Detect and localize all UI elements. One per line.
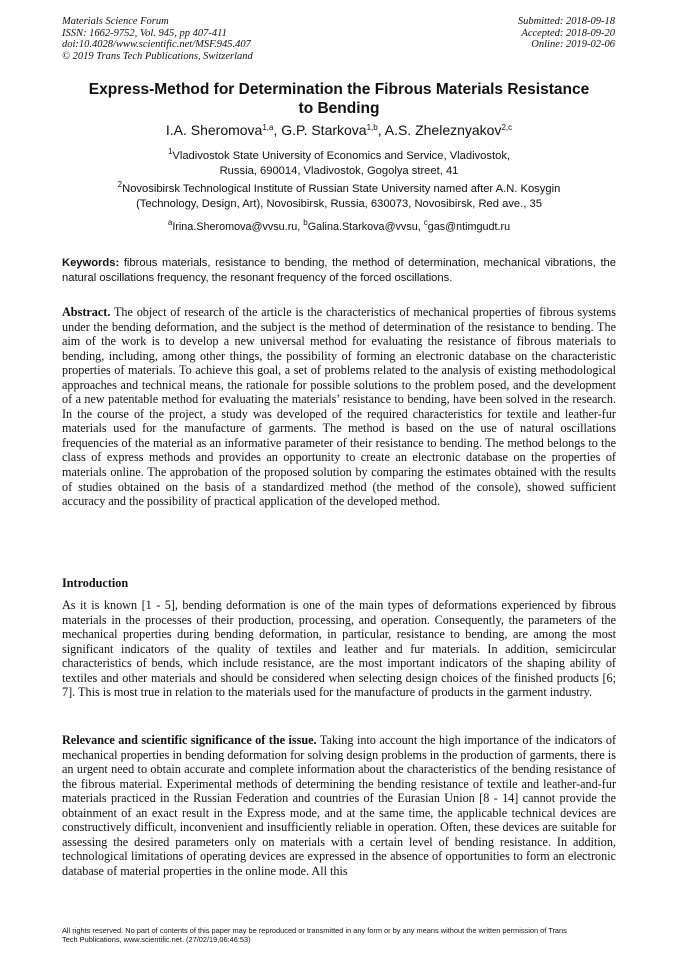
author-affiliation-mark: 2,c (501, 123, 513, 132)
title-line-1: Express-Method for Determination the Fibrous Materials Resistance (88, 81, 590, 98)
email-address[interactable]: gas@ntimgudt.ru (427, 221, 511, 233)
author-affiliation-mark: 1,a (262, 123, 274, 132)
date-online: Online: 2019-02-06 (531, 39, 615, 51)
affiliation-line: (Technology, Design, Art), Novosibirsk, Russia, 630073, Novosibirsk, Red ave., 35 (136, 197, 542, 210)
journal-copyright: © 2019 Trans Tech Publications, Switzerland (62, 50, 253, 62)
introduction-paragraph: As it is known [1 - 5], bending deformation is one of the main types of deformations experienced by fibrous materials in the processes of their production, processing, and operation. Consequently, the parameters of the mechanical properties during bending deformation, in particular, resistance to bending, are among the most significant indicators of the quality of textiles and leather and fur materials. In addition, semicircular characteristics of bends, which include resistance, are the most important indicators of the shaping ability of textiles and other materials and should be considered when selecting design choices of the finished products [6; 7]. This is most true in relation to the materials used for the manufacture of products in the garment industry. (62, 598, 616, 700)
date-submitted: Submitted: 2018-09-18 (517, 16, 615, 27)
date-accepted: Accepted: 2018-09-20 (521, 27, 615, 39)
affiliation-line: Vladivostok State University of Economics and Service, Vladivostok, (172, 150, 511, 162)
section-heading-introduction: Introduction (62, 576, 129, 590)
relevance-label: Relevance and scientific significance of the issue. (62, 733, 317, 747)
affiliation-number: 2 (117, 180, 123, 189)
abstract-label: Abstract. (62, 305, 111, 319)
relevance-paragraph (62, 733, 616, 878)
email-address[interactable]: Irina.Sheromova@vvsu.ru, (172, 221, 304, 233)
journal-doi: doi:10.4028/www.scientific.net/MSF.945.407 (62, 39, 251, 51)
author-separator: , (377, 122, 385, 138)
footer-line: All rights reserved. No part of contents of this paper may be reproduced or transmitted in any form or by any means without the written permission of Trans (62, 926, 567, 935)
affiliation-2 (62, 182, 616, 211)
author-name: I.A. Sheromova (165, 122, 263, 138)
title-line-2: to Bending (298, 100, 380, 117)
affiliation-line: Novosibirsk Technological Institute of Russian State University named after A.N. Kosygin (122, 183, 561, 195)
author-name: A.S. Zheleznyakov (384, 122, 502, 138)
abstract-text: The object of research of the article is the characteristics of mechanical properties of fibrous systems under the bending deformation, and the subject is the method of determination of the resistance to bending. The aim of the work is to develop a new universal method for evaluating the resistance of fibrous materials to bending, including, among other things, the possibility of forming an electronic database on the characteristic properties of materials. To achieve this goal, a set of problems related to the analysis of existing methodological approaches and technical means, the rationale for possible solutions to the problem posed, and the development of a new patentable method for evaluating the materials’ resistance to bending, have been solved in the research. In the course of the project, a study was developed of the required characteristics for textile and leather-fur materials used for the manufacture of garments. The method is based on the use of natural oscillations frequencies of the material as an informative parameter of their resistance to bending. The method belongs to the class of express methods and provides an opportunity to create an electronic database on the properties of materials online. The approbation of the proposed solution by comparing the estimates obtained with the results of studies obtained on the basis of a standardized method (the method of the console), showed sufficient accuracy and the possibility of practical application of the developed method. (62, 305, 616, 509)
copyright-footer (62, 927, 618, 945)
affiliation-1 (62, 149, 616, 178)
author-emails (62, 220, 616, 234)
affiliation-line: Russia, 690014, Vladivostok, Gogolya street, 41 (219, 164, 459, 177)
email-address[interactable]: Galina.Starkova@vvsu, (307, 221, 424, 233)
author-name: G.P. Starkova (281, 122, 367, 138)
journal-info (62, 16, 253, 62)
footer-line: Tech Publications, www.scientific.net. (27/02/19,06:46:53) (62, 934, 251, 944)
keywords-label: Keywords: (62, 257, 120, 269)
keywords-paragraph (62, 256, 616, 285)
email-mark: a (167, 218, 173, 227)
paper-title (62, 80, 616, 118)
submission-dates (518, 16, 615, 51)
journal-name: Materials Science Forum (62, 16, 169, 27)
keywords-text: fibrous materials, resistance to bending, the method of determination, mechanical vibrations, the natural oscillations frequency, the resonant frequency of the forced oscillations. (62, 257, 616, 284)
email-mark: b (303, 218, 308, 227)
journal-issn: ISSN: 1662-9752, Vol. 945, pp 407-411 (62, 27, 227, 39)
affiliation-number: 1 (167, 147, 173, 156)
author-separator: , (273, 122, 282, 138)
author-affiliation-mark: 1,b (366, 123, 378, 132)
author-list (62, 122, 616, 139)
relevance-text: Taking into account the high importance of the indicators of mechanical properties in bending deformation for solving design problems in the production of garments, there is an urgent need to obtain accurate and complete information about the characteristics of the bending resistance of the fibrous material. Experimental methods of determining the bending resistance of textile and leather-and-fur materials practiced in the Russian Federation and countries of the Eurasian Union [8 - 14] cannot provide the obtainment of an exact result in the Express mode, and at the same time, the applicable technical devices are constructively difficult, inconvenient and insufficiently reliable in operation. Often, these devices are suitable for assessing the desired parameters only on materials with a certain level of bending resistance. In addition, technological limitations of operating devices are expressed in the absence of opportunities to form an electronic database of material properties in the online mode. All this (62, 733, 617, 878)
email-mark: c (423, 218, 428, 227)
abstract-paragraph (62, 305, 616, 509)
